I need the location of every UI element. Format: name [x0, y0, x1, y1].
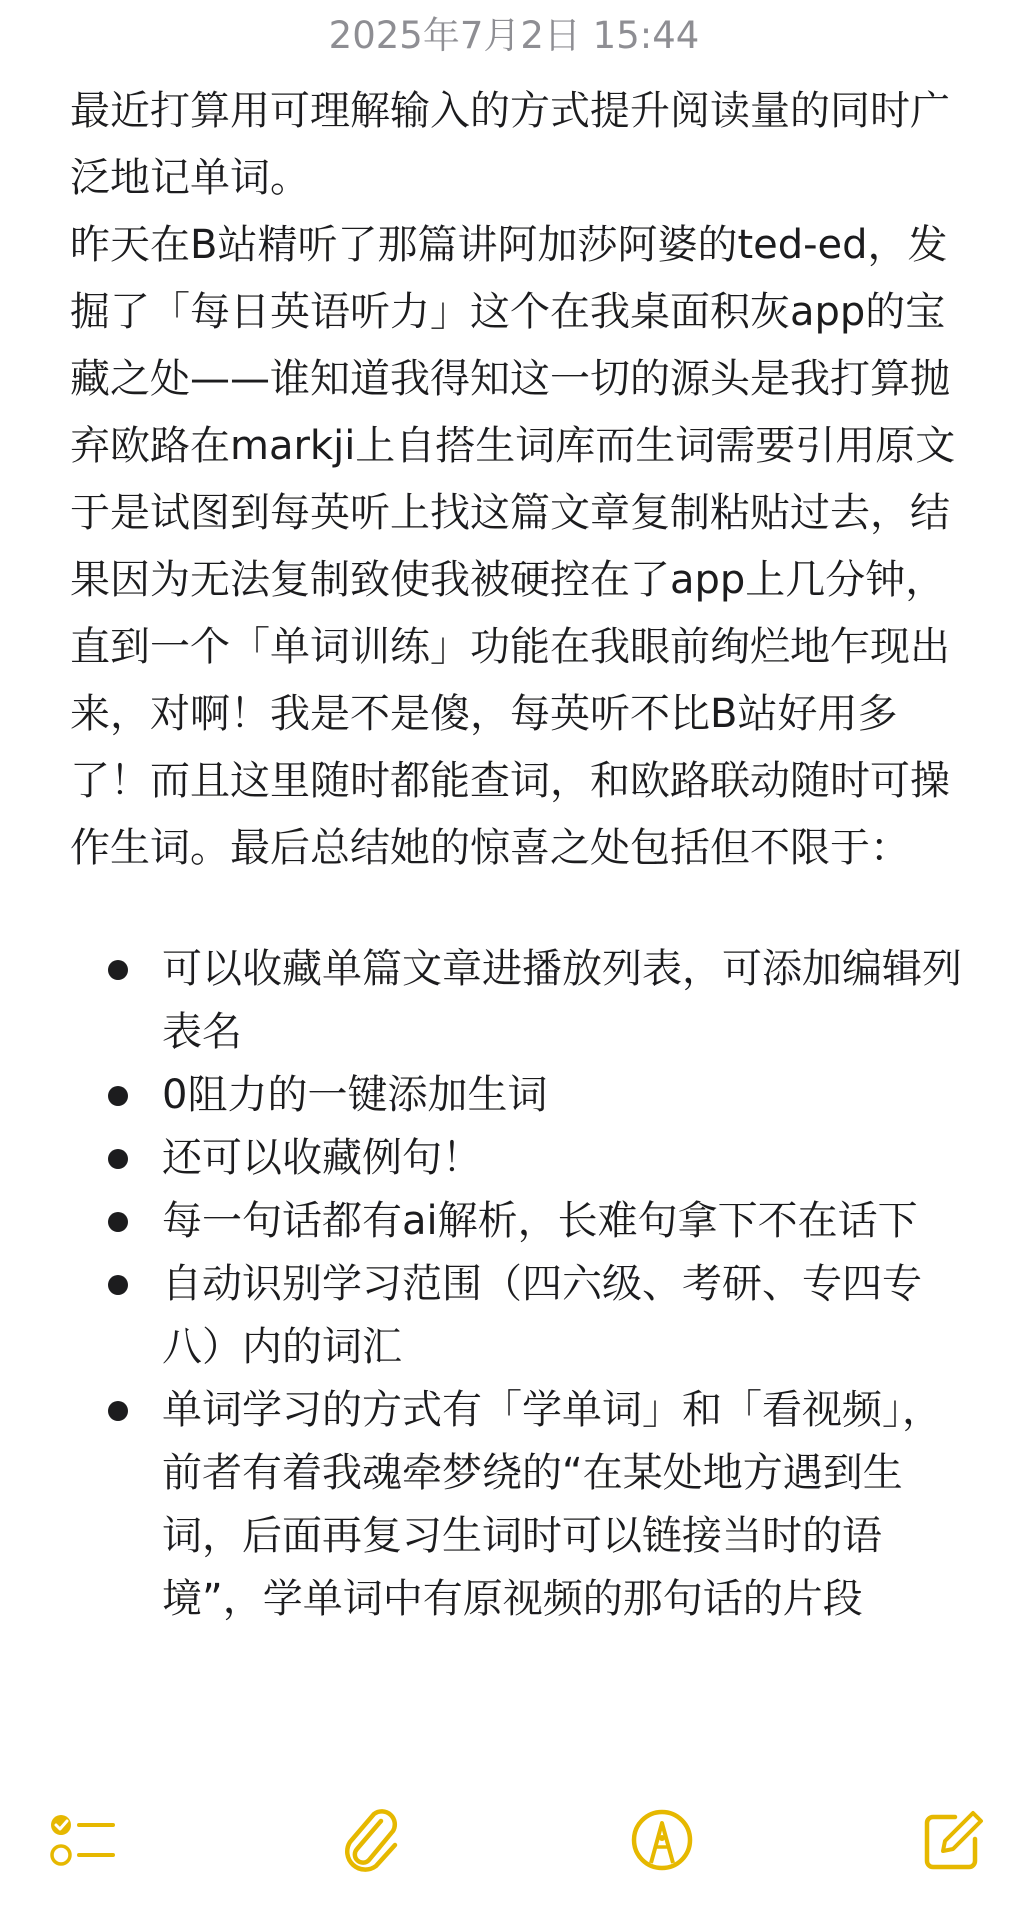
list-item-text: 自动识别学习范围（四六级、考研、专四专八）内的词汇 — [162, 1261, 922, 1370]
list-item-text: 可以收藏单篇文章进播放列表，可添加编辑列表名 — [162, 946, 962, 1055]
paperclip-icon — [337, 1805, 407, 1875]
bullet-dot — [108, 1086, 128, 1106]
bullet-dot — [108, 1212, 128, 1232]
bullet-dot — [108, 1401, 128, 1421]
list-item-text: 0阻力的一键添加生词 — [162, 1072, 548, 1118]
list-item — [70, 1379, 970, 1631]
checklist-button[interactable] — [42, 1800, 122, 1880]
bottom-toolbar — [0, 1800, 1028, 1880]
list-item — [70, 1253, 970, 1379]
attachment-button[interactable] — [332, 1800, 412, 1880]
bullet-dot — [108, 1275, 128, 1295]
compose-button[interactable] — [912, 1800, 992, 1880]
note-paragraph: 昨天在B站精听了那篇讲阿加莎阿婆的ted-ed，发掘了「每日英语听力」这个在我桌面积灰app的宝藏之处——谁知道我得知这一切的源头是我打算抛弃欧路在markji上自搭生词库而生词需要引用原文于是试图到每英听上找这篇文章复制粘贴过去，结果因为无法复制致使我被硬控在了app上几分钟，直到一个「单词训练」功能在我眼前绚烂地乍现出来，对啊！我是不是傻，每英听不比B站好用多了！而且这里随时都能查词，和欧路联动随时可操作生词。最后总结她的惊喜之处包括但不限于： — [70, 222, 956, 871]
list-item — [70, 1127, 970, 1190]
compose-icon — [917, 1805, 987, 1875]
note-timestamp: 2025年7月2日 15:44 — [328, 14, 700, 57]
list-item-text: 还可以收藏例句！ — [162, 1135, 482, 1181]
markup-pen-icon — [627, 1805, 697, 1875]
markup-button[interactable] — [622, 1800, 702, 1880]
note-body[interactable] — [70, 78, 970, 1631]
list-item-text: 单词学习的方式有「学单词」和「看视频」，前者有着我魂牵梦绕的“在某处地方遇到生词，后面再复习生词时可以链接当时的语境”，学单词中有原视频的那句话的片段 — [162, 1387, 942, 1622]
bullet-dot — [108, 1149, 128, 1169]
bullet-list — [70, 938, 970, 1631]
checklist-icon — [47, 1805, 117, 1875]
bullet-dot — [108, 960, 128, 980]
note-paragraph: 最近打算用可理解输入的方式提升阅读量的同时广泛地记单词。 — [70, 88, 950, 201]
list-item — [70, 938, 970, 1064]
list-item-text: 每一句话都有ai解析，长难句拿下不在话下 — [162, 1198, 918, 1244]
list-item — [70, 1190, 970, 1253]
list-item — [70, 1064, 970, 1127]
